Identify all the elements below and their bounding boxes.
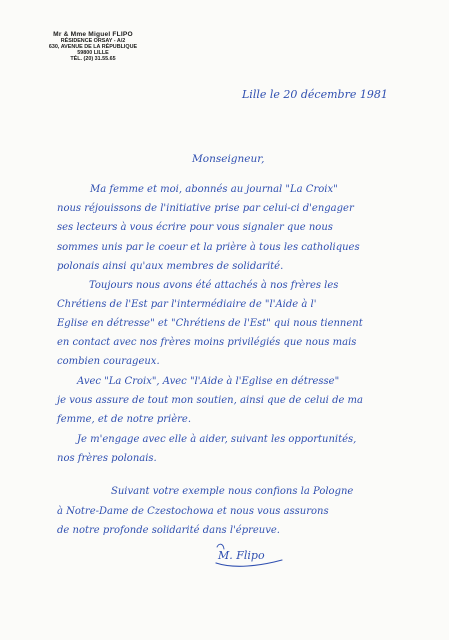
body-line: à Notre-Dame de Czestochowa et nous vous assurons [57,506,329,517]
body-line: Chrétiens de l'Est par l'intermédiaire de "l'Aide à l' [57,299,317,310]
signature [214,541,286,573]
body-line: polonais ainsi qu'aux membres de solidarité. [57,261,284,272]
letterhead-address: 630, AVENUE DE LA RÉPUBLIQUE [48,44,138,50]
signature-mark [214,541,286,573]
body-line: sommes unis par le coeur et la prière à tous les catholiques [57,242,360,253]
body-line: Suivant votre exemple nous confions la Pologne [111,486,354,497]
letterhead-residence: RÉSIDENCE ORSAY - A/2 [60,38,126,44]
body-line: ses lecteurs à vous écrire pour vous signaler que nous [57,222,333,233]
body-line: Toujours nous avons été attachés à nos frères les [89,280,339,291]
salutation: Monseigneur, [192,153,265,165]
body-line: Ma femme et moi, abonnés au journal "La Croix" [90,184,338,195]
letterhead-city: 59800 LILLE [77,50,109,56]
letterhead-telephone: TÉL. (20) 31.55.65 [70,56,116,62]
letterhead [33,31,153,62]
body-line: Eglise en détresse" et "Chrétiens de l'Est" qui nous tiennent [57,318,363,329]
body-line: nos frères polonais. [57,453,157,464]
body-line: en contact avec nos frères moins privilégiés que nous mais [57,337,357,348]
letter-date: Lille le 20 décembre 1981 [242,88,388,101]
body-line: combien courageux. [57,356,160,367]
body-line: Avec "La Croix", Avec "l'Aide à l'Eglise en détresse" [77,376,340,387]
body-line: Je m'engage avec elle à aider, suivant les opportunités, [77,434,357,445]
letterhead-name: Mr & Mme Miguel FLIPO [53,31,133,38]
body-line: nous réjouissons de l'initiative prise par celui-ci d'engager [57,203,354,214]
body-line: femme, et de notre prière. [57,414,192,425]
body-line: de notre profonde solidarité dans l'épreuve. [57,525,280,536]
signature-text: M. Flipo [218,549,265,562]
body-line: je vous assure de tout mon soutien, ainsi que de celui de ma [57,395,364,406]
